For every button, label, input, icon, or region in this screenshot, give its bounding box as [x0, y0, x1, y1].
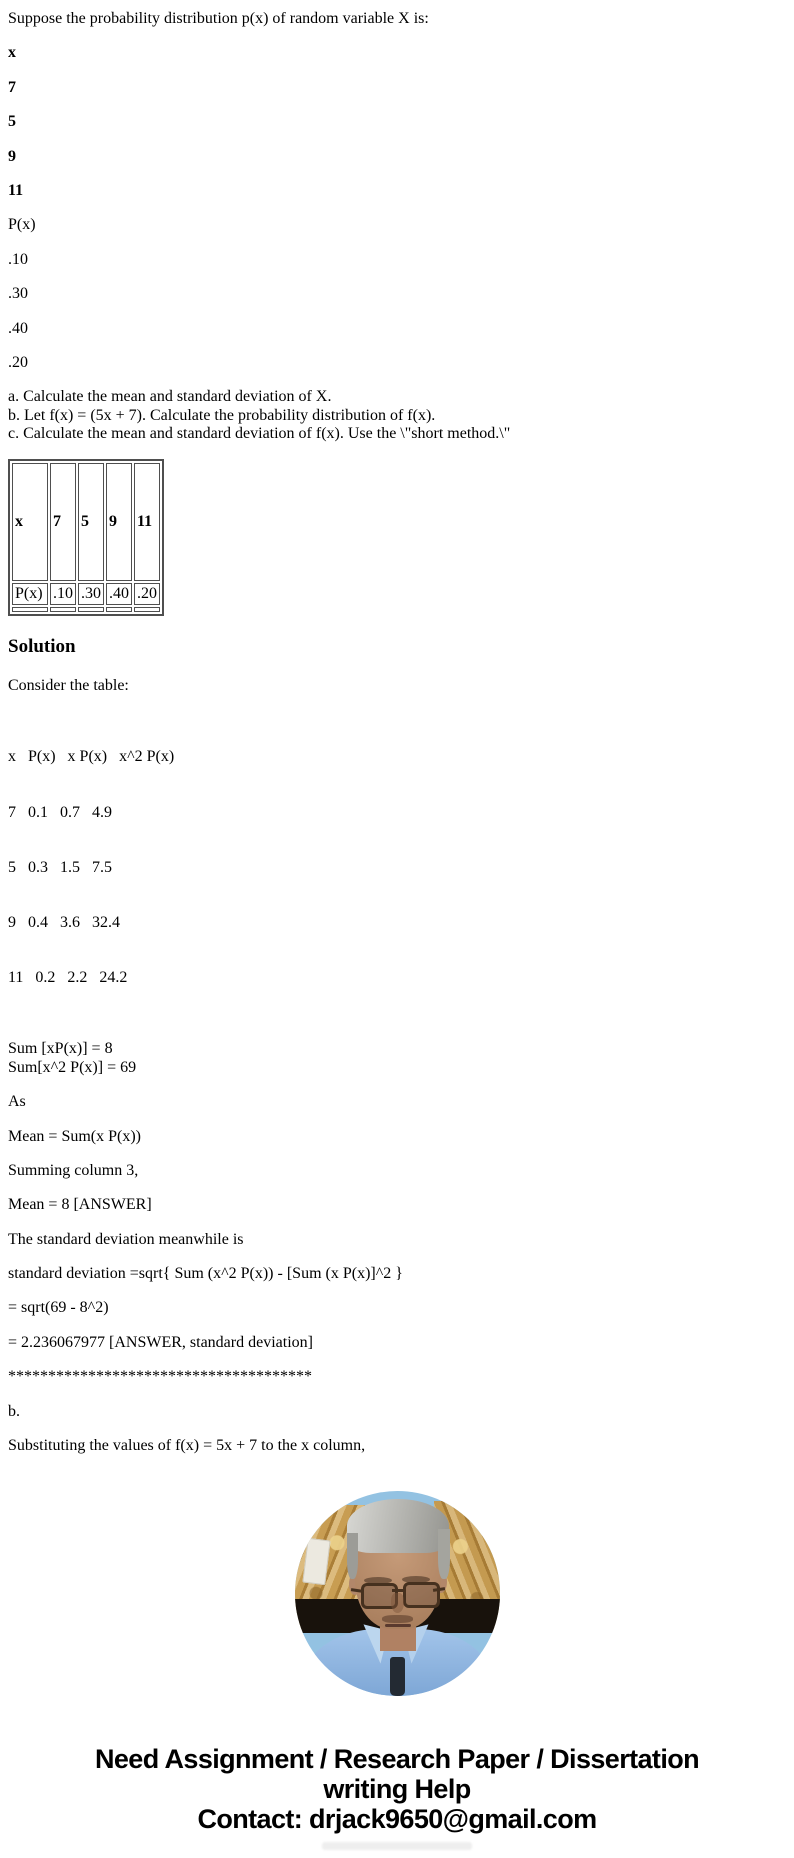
- table-cell: 5: [78, 463, 104, 581]
- problem-intro: Suppose the probability distribution p(x) of random variable X is:: [8, 10, 429, 27]
- table-cell: .20: [134, 583, 160, 605]
- sum-x2px: Sum[x^2 P(x)] = 69: [8, 1058, 137, 1076]
- sum-xpx: Sum [xP(x)] = 8: [8, 1040, 113, 1058]
- work-table: [8, 712, 786, 1025]
- table-cell: 9: [106, 463, 132, 581]
- px-header-label: P(x): [8, 216, 36, 234]
- sum-block: [8, 1040, 786, 1077]
- x-header-label: x: [8, 44, 16, 62]
- photo-mouth: [385, 1624, 411, 1627]
- x-value: 11: [8, 181, 24, 199]
- photo-hair: [347, 1499, 449, 1553]
- table-row-empty: [12, 607, 160, 612]
- question-list: [8, 388, 786, 443]
- part-b-label: b.: [8, 1402, 20, 1420]
- table-cell: x: [12, 463, 48, 581]
- table-cell: .10: [50, 583, 76, 605]
- glasses-lens-right: [403, 1582, 440, 1608]
- px-value: .30: [8, 285, 28, 303]
- px-value: .20: [8, 353, 28, 371]
- px-value: .10: [8, 250, 28, 268]
- mean-answer: Mean = 8 [ANSWER]: [8, 1196, 152, 1214]
- substituting-note: Substituting the values of f(x) = 5x + 7 to the x column,: [8, 1437, 366, 1455]
- photo-mustache: [382, 1615, 413, 1623]
- work-table-header: x P(x) x P(x) x^2 P(x): [8, 748, 175, 766]
- photo-tie: [390, 1657, 405, 1696]
- faint-watermark: [322, 1842, 472, 1850]
- tutor-photo: [295, 1491, 500, 1696]
- work-table-row: 9 0.4 3.6 32.4: [8, 914, 120, 931]
- separator-line: **************************************: [8, 1368, 312, 1386]
- distribution-table: [8, 459, 164, 616]
- table-cell: 7: [50, 463, 76, 581]
- x-value: 9: [8, 147, 16, 165]
- consider-text: Consider the table:: [8, 677, 129, 695]
- footer-line-2: writing Help: [323, 1774, 471, 1805]
- question-c: c. Calculate the mean and standard deviation of f(x). Use the \"short method.\": [8, 425, 511, 443]
- footer-banner: [8, 1744, 786, 1834]
- photo-hair-side-right: [438, 1529, 450, 1579]
- mean-formula: Mean = Sum(x P(x)): [8, 1127, 142, 1145]
- x-value: 5: [8, 113, 16, 131]
- photo-switch-plate: [302, 1538, 330, 1585]
- summing-note: Summing column 3,: [8, 1161, 139, 1179]
- x-value: 7: [8, 78, 16, 96]
- photo-nose: [391, 1593, 404, 1613]
- question-a: a. Calculate the mean and standard deviation of X.: [8, 388, 332, 406]
- table-cell: 11: [134, 463, 160, 581]
- as-text: As: [8, 1093, 26, 1111]
- sd-formula: standard deviation =sqrt{ Sum (x^2 P(x)) - [Sum (x P(x)]^2 }: [8, 1265, 403, 1283]
- table-cell: .30: [78, 583, 104, 605]
- table-row: [12, 583, 160, 605]
- tutor-photo-container: [8, 1491, 786, 1696]
- sd-intro: The standard deviation meanwhile is: [8, 1230, 244, 1248]
- footer-line-1: Need Assignment / Research Paper / Dissertation: [94, 1744, 700, 1775]
- photo-hair-side-left: [347, 1533, 358, 1579]
- glasses-bridge: [392, 1589, 403, 1592]
- work-table-row: 5 0.3 1.5 7.5: [8, 858, 112, 876]
- px-value: .40: [8, 319, 28, 337]
- sd-step: = sqrt(69 - 8^2): [8, 1299, 109, 1317]
- question-b: b. Let f(x) = (5x + 7). Calculate the probability distribution of f(x).: [8, 406, 436, 424]
- table-cell: P(x): [12, 583, 48, 605]
- solution-heading: Solution: [8, 636, 76, 658]
- work-table-row: 7 0.1 0.7 4.9: [8, 803, 112, 821]
- table-row: [12, 463, 160, 581]
- table-cell: .40: [106, 583, 132, 605]
- sd-answer: = 2.236067977 [ANSWER, standard deviation]: [8, 1333, 313, 1351]
- work-table-row: 11 0.2 2.2 24.2: [8, 969, 128, 987]
- footer-contact-email: Contact: drjack9650@gmail.com: [197, 1804, 597, 1835]
